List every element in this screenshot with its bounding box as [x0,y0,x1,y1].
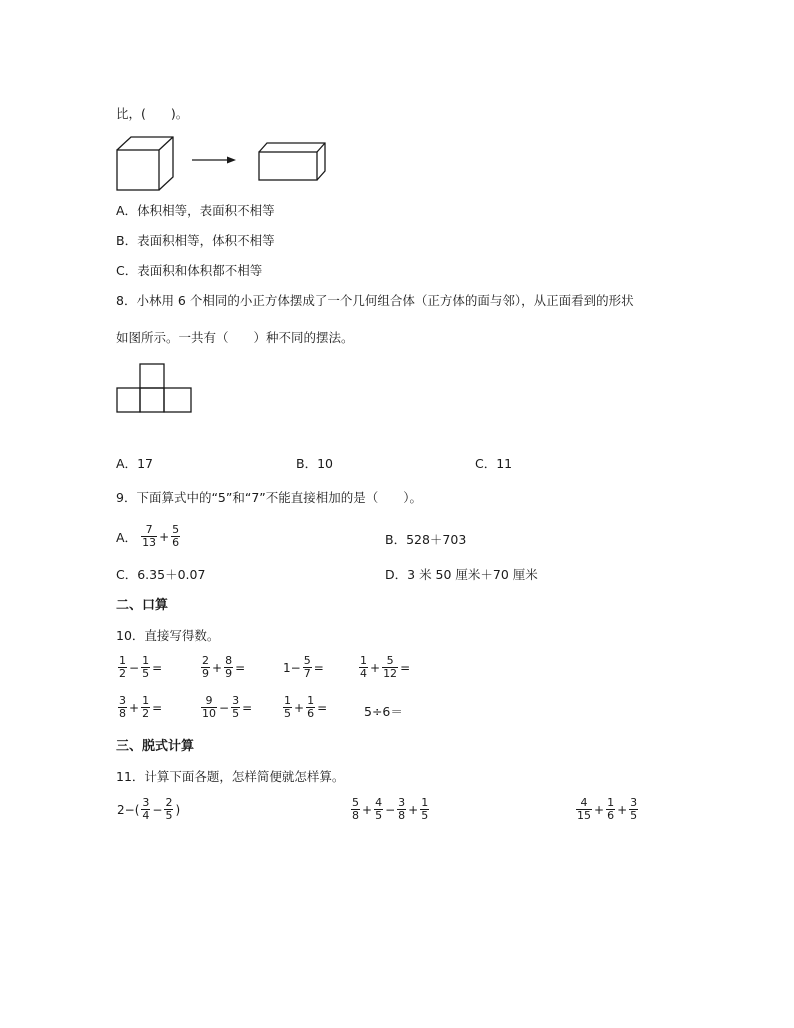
option-text: 3 米 50 厘米＋70 厘米 [407,567,538,582]
q8-option-a[interactable] [116,456,153,472]
q7-continuation: 比，( )。 [116,106,189,121]
fraction: $\frac{7}{13}$ [142,523,157,549]
q11-expr-1: 2−( $\frac{3}{4}$ − $\frac{2}{5}$ ) [117,796,181,822]
operator: + [159,529,170,544]
q9-question: 9．下面算式中的“5”和“7”不能直接相加的是（ ）。 [116,490,423,505]
q10-expr-r1c2: $\frac{2}{9}$ + $\frac{8}{9}$ = [202,654,246,680]
option-letter: B． [385,532,407,547]
q10-expr-r1c4: $\frac{1}{4}$ + $\frac{5}{12}$ = [360,654,411,680]
q11-expr-3: $\frac{4}{15}$ + $\frac{1}{6}$ + $\frac{3}{5}$ [577,796,638,822]
q10-expr-r2c2: $\frac{9}{10}$ − $\frac{3}{5}$ = [202,694,253,720]
q8-option-b[interactable] [296,456,333,472]
option-text: 10 [317,456,333,471]
q10-expr-r2c4: 5÷6＝ [364,704,403,719]
option-letter: A． [116,529,138,545]
option-text: 528＋703 [406,532,467,547]
q11-expr-2: $\frac{5}{8}$ + $\frac{4}{5}$ − $\frac{3}{8}$ + $\frac{1}{5}$ [352,796,429,822]
option-letter: B． [296,456,318,471]
q9-option-c[interactable] [116,567,205,583]
q10-expr-r2c3: $\frac{1}{5}$ + $\frac{1}{6}$ = [284,694,328,720]
q8-option-c[interactable] [475,456,512,472]
option-text: 17 [137,456,153,471]
q9-option-b[interactable] [385,532,466,548]
section-title-oral-calc: 二、口算 [116,598,169,613]
option-letter: C． [116,567,138,582]
section-title-step-calc: 三、脱式计算 [116,739,195,754]
option-letter: A． [116,456,138,471]
q10-question: 10．直接写得数。 [116,628,220,643]
option-text: 表面积和体积都不相等 [137,263,263,278]
front-view-figure [0,0,794,420]
q10-expr-r2c1: $\frac{3}{8}$ + $\frac{1}{2}$ = [119,694,163,720]
q11-question: 11．计算下面各题，怎样简便就怎样算。 [116,769,345,784]
fraction: $\frac{5}{6}$ [172,523,180,549]
option-text: 6.35＋0.07 [137,567,206,582]
option-text: 表面积相等，体积不相等 [137,233,275,248]
option-letter: D． [385,567,408,582]
option-text: 11 [496,456,513,471]
option-letter: C． [475,456,497,471]
option-text: 体积相等，表面积不相等 [137,203,275,218]
option-letter: B． [116,233,138,248]
q10-expr-r1c3: 1− $\frac{5}{7}$ = [283,654,324,680]
option-letter: A． [116,203,138,218]
q9-option-d[interactable] [385,567,538,583]
q10-expr-r1c1: $\frac{1}{2}$ − $\frac{1}{5}$ = [119,654,163,680]
q8-question-line1: 8．小林用 6 个相同的小正方体摆成了一个几何组合体（正方体的面与邻），从正面看到的形状 [116,293,634,308]
option-letter: C． [116,263,138,278]
q9-option-a[interactable] [116,524,181,549]
q8-question-line2: 如图所示。一共有（ ）种不同的摆法。 [116,330,354,345]
